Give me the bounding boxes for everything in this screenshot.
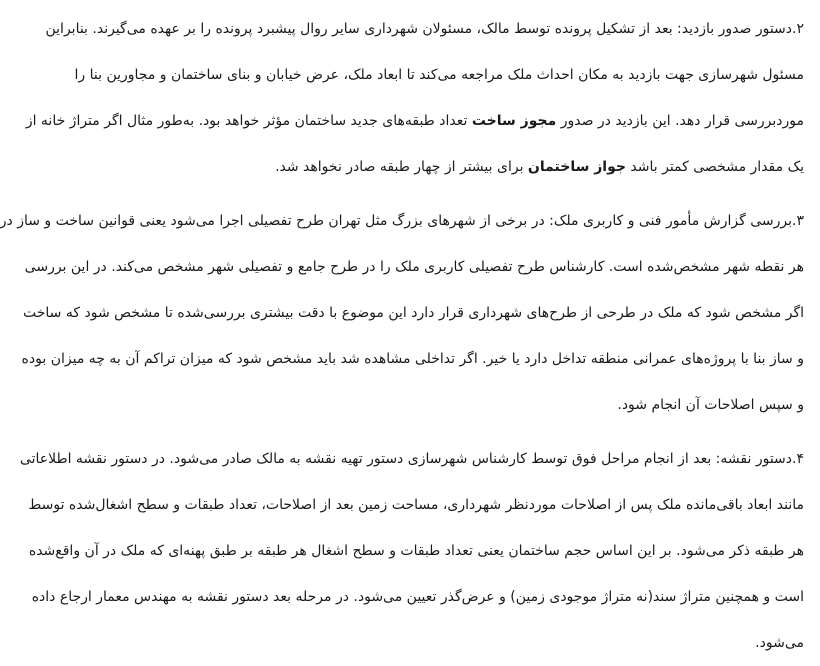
paragraph-line: ۲.دستور صدور بازدید: بعد از تشکیل پرونده توسط مالک، مسئولان شهرداری سایر روال پیشبرد پرونده را بر عهده می‌گیرند. بنابراین bbox=[45, 21, 804, 37]
bold-term-construction-license: جواز ساختمان bbox=[527, 159, 626, 175]
paragraph-line: اگر مشخص شود که ملک در طرحی از طرح‌های شهرداری قرار دارد این موضوع با دقت بیشتری بررسی‌شده تا مشخص شود که ساخت bbox=[23, 305, 804, 321]
paragraph-step-3 bbox=[0, 198, 804, 428]
text-run: برای بیشتر از چهار طبقه صادر نخواهد شد. bbox=[275, 159, 528, 175]
paragraph-line: و سپس اصلاحات آن انجام شود. bbox=[617, 397, 804, 413]
text-run: موردبررسی قرار دهد. این بازدید در صدور bbox=[556, 113, 804, 129]
bold-term-building-permit: مجوز ساخت bbox=[471, 113, 557, 129]
text-run: یک مقدار مشخصی کمتر باشد bbox=[625, 159, 804, 175]
paragraph-step-2 bbox=[25, 6, 804, 190]
paragraph-line: می‌شود. bbox=[755, 635, 804, 651]
text-run: تعداد طبقه‌های جدید ساختمان مؤثر خواهد بود. به‌طور مثال اگر متراژ خانه از bbox=[25, 113, 472, 129]
paragraph-line: هر طبقه ذکر می‌شود. بر این اساس حجم ساختمان یعنی تعداد طبقات و سطح اشغال هر طبقه بر طبق پهنه‌ای که ملک در آن واقع‌شده bbox=[28, 543, 804, 559]
paragraph-line: است و همچنین متراژ سند(نه متراژ موجودی زمین) و عرض‌گذر تعیین می‌شود. در مرحله بعد دستور نقشه به مهندس معمار ارجاع داده bbox=[31, 589, 804, 605]
paragraph-line: مانند ابعاد باقی‌مانده ملک پس از اصلاحات موردنظر شهرداری، مساحت زمین بعد از اصلاحات، تعداد طبقات و سطح اشغال‌شده توسط bbox=[28, 497, 804, 513]
paragraph-line: هر نقطه شهر مشخص‌شده است. کارشناس طرح تفصیلی کاربری ملک را در طرح جامع و تفصیلی شهر مشخص می‌کند. در این بررسی bbox=[24, 259, 804, 275]
paragraph-line bbox=[76, 144, 804, 190]
paragraph-line: و ساز بنا با پروژه‌های عمرانی منطقه تداخل دارد یا خیر. اگر تداخلی مشاهده شد باید مشخص شود که میزان تراکم آن به چه میزان بوده bbox=[21, 351, 804, 367]
paragraph-line: ۴.دستور نقشه: بعد از انجام مراحل فوق توسط کارشناس شهرسازی دستور تهیه نقشه به مالک صادر می‌شود. در دستور نقشه اطلاعاتی bbox=[19, 451, 804, 467]
paragraph-line: مسئول شهرسازی جهت بازدید به مکان احداث ملک مراجعه می‌کند تا ابعاد ملک، عرض خیابان و بنای ساختمان و مجاورین بنا را bbox=[74, 67, 804, 83]
paragraph-step-4 bbox=[19, 436, 804, 666]
paragraph-line: ۳.بررسی گزارش مأمور فنی و کاربری ملک: در برخی از شهرهای بزرگ مثل تهران طرح تفصیلی اجرا می‌شود یعنی قوانین ساخت و ساز در bbox=[0, 213, 804, 229]
paragraph-line bbox=[25, 98, 804, 144]
